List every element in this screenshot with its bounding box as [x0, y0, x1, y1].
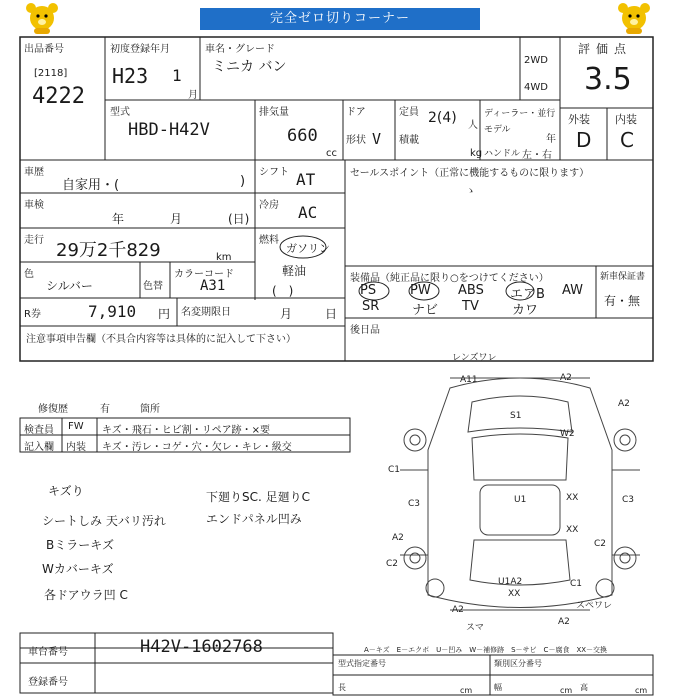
- checker-interior-items: キズ・汚レ・コゲ・穴・欠レ・キレ・級交: [102, 442, 292, 453]
- registration-month: 1: [172, 66, 182, 85]
- drive-4wd: 4WD: [524, 82, 548, 93]
- checker-label: 検査員: [24, 425, 54, 436]
- history-close: ): [240, 174, 246, 189]
- inspection-label: 車検: [24, 200, 44, 211]
- diagram-mark-spoiler: スペワレ: [576, 601, 613, 611]
- color-code-value: A31: [200, 278, 226, 294]
- drive-2wd: 2WD: [524, 55, 548, 66]
- diagram-mark-c1-right: C1: [570, 579, 583, 589]
- ac-value: AC: [298, 203, 318, 222]
- name-change-month: 月: [280, 307, 293, 321]
- diagram-mark-c3-left: C3: [408, 499, 421, 509]
- ac-label: 冷房: [259, 200, 279, 211]
- fuel-label: 燃料: [259, 235, 279, 246]
- remark-right-1: 下廻りSC. 足廻りC: [206, 490, 311, 504]
- diagram-mark-s1: S1: [510, 411, 522, 421]
- door-label: ドア: [346, 107, 366, 118]
- inspection-month-unit: 月: [170, 212, 183, 226]
- equip-abs: ABS: [458, 283, 484, 298]
- recycle-label: R券: [24, 309, 41, 320]
- checker-interior-label: 内装: [66, 442, 86, 453]
- corner-title-banner: 完全ゼロ切りコーナー: [200, 8, 480, 30]
- capacity-label: 定員: [399, 107, 419, 118]
- history-value: 自家用・(: [62, 178, 120, 193]
- fuel-diesel: 軽油: [282, 264, 307, 278]
- checker-fw: FW: [68, 421, 84, 432]
- recycle-unit: 円: [158, 307, 171, 321]
- repair-parts-label: 箇所: [140, 404, 160, 415]
- model-year-label: モデル: [484, 125, 511, 135]
- inspection-day-unit: (日): [228, 212, 250, 226]
- diagram-mark-c2-right: C2: [594, 539, 607, 549]
- shift-value: AT: [296, 170, 316, 189]
- model-value: HBD-H42V: [128, 120, 210, 140]
- diagram-mark-a2-rear: A2: [558, 617, 570, 627]
- score-value: 3.5: [584, 62, 632, 97]
- capacity-value: 2(4): [428, 110, 457, 126]
- name-change-label: 名変期限日: [181, 307, 231, 318]
- body-shape-value: V: [372, 130, 382, 148]
- color-value: シルバー: [46, 279, 93, 293]
- recycle-value: 7,910: [88, 302, 137, 321]
- interior-grade-label: 内装: [615, 113, 637, 126]
- handle-label: ハンドル: [484, 149, 521, 159]
- fuel-selected-circle: [278, 233, 328, 261]
- lot-number: 4222: [32, 84, 85, 109]
- diagram-mark-u1: U1: [514, 495, 527, 505]
- lot-code: [2118]: [34, 68, 68, 79]
- equip-aw: AW: [562, 283, 584, 298]
- diagram-mark-a11: A11: [460, 375, 478, 385]
- equipment-circles: [355, 280, 555, 302]
- displacement-unit: cc: [326, 148, 337, 159]
- diagram-mark-xx-2: XX: [566, 525, 579, 535]
- damage-legend: A－キズ E－エクボ U－凹み W－補修跡 S－サビ C－腐食 XX－交換: [364, 646, 608, 654]
- diagram-mark-a2-right: A2: [618, 399, 630, 409]
- registration-month-unit: 月: [188, 90, 198, 101]
- load-unit: kg: [470, 148, 483, 159]
- history-label: 車歴: [24, 167, 44, 178]
- equip-airbag: エアB: [510, 287, 545, 302]
- length-label: 長: [338, 683, 346, 692]
- width-unit: cm: [560, 686, 573, 695]
- sales-point-mark: ゝ: [465, 184, 476, 197]
- entry-label: 記入欄: [24, 442, 54, 453]
- equip-tv: TV: [462, 299, 479, 314]
- sales-point-label: セールスポイント（正常に機能するものに限ります）: [350, 168, 590, 179]
- equip-ps: PS: [360, 283, 377, 298]
- diagram-mark-xx-1: XX: [566, 493, 579, 503]
- shift-label: シフト: [259, 167, 289, 178]
- remark-left-2: シートしみ 天バリ汚れ: [42, 514, 166, 528]
- model-year-unit: 年: [546, 134, 556, 145]
- repair-history-value: 有: [100, 404, 110, 415]
- notes-label: 注意事項申告欄（不具合内容等は具体的に記入して下さい）: [26, 334, 296, 345]
- warranty-value: 有・無: [604, 294, 641, 308]
- diagram-mark-bumper: スマ: [466, 623, 484, 633]
- equip-leather: カワ: [512, 303, 539, 318]
- exterior-grade: D: [576, 128, 592, 152]
- remark-left-1: キズり: [48, 484, 84, 498]
- diagram-mark-w2: W2: [560, 429, 575, 439]
- remark-right-2: エンドパネル凹み: [206, 512, 302, 526]
- fuel-gasoline: ガソリン: [286, 242, 330, 255]
- reg-number-label: 登録番号: [28, 677, 68, 688]
- equipment-label: 装備品（純正品に限り○をつけてください）: [350, 273, 549, 284]
- length-unit: cm: [460, 686, 473, 695]
- mileage-label: 走行: [24, 235, 44, 246]
- equip-navi: ナビ: [412, 303, 439, 318]
- dealer-label: ディーラー・並行: [484, 109, 556, 119]
- color-change-label: 色替: [143, 281, 163, 292]
- inspection-year-unit: 年: [112, 212, 125, 226]
- vehicle-name-label: 車名・グレード: [205, 44, 275, 55]
- equip-pw: PW: [410, 283, 431, 298]
- height-unit: cm: [635, 686, 648, 695]
- remark-left-5: 各ドアウラ凹 C: [44, 588, 128, 602]
- checker-exterior-items: キズ・飛石・ヒビ割・リペア跡・×要: [102, 425, 270, 436]
- color-code-label: カラーコード: [174, 269, 234, 280]
- diagram-mark-a2-bottom: A2: [452, 605, 464, 615]
- handle-value: 左・右: [522, 150, 552, 161]
- capacity-unit: 人: [468, 120, 478, 131]
- chassis-number: H42V-1602768: [140, 637, 263, 657]
- car-body-diagram: [380, 340, 660, 635]
- remark-left-4: Wカバーキズ: [42, 562, 114, 576]
- displacement-label: 排気量: [259, 107, 289, 118]
- mileage-value: 29万2千829: [56, 240, 161, 261]
- equip-sr: SR: [362, 299, 380, 314]
- body-shape-label: 形状: [346, 135, 366, 146]
- score-label: 評価点: [578, 42, 633, 56]
- warranty-label: 新車保証書: [600, 272, 646, 282]
- diagram-mark-u1a2: U1A2: [498, 577, 523, 587]
- diagram-mark-a2-top: A2: [560, 373, 572, 383]
- displacement-value: 660: [287, 126, 318, 146]
- diagram-mark-lens: レンズワレ: [452, 353, 497, 363]
- diagram-mark-xx-3: XX: [508, 589, 521, 599]
- color-label: 色: [24, 269, 34, 280]
- registration-year: H23: [112, 64, 149, 88]
- repair-history-label: 修復歴: [38, 404, 68, 415]
- name-change-day: 日: [325, 307, 338, 321]
- load-label: 積載: [399, 135, 419, 146]
- chassis-label: 車台番号: [28, 647, 68, 658]
- type-designation-label: 型式指定番号: [338, 659, 386, 668]
- height-label: 高: [580, 683, 588, 692]
- diagram-mark-c2-left: C2: [386, 559, 399, 569]
- diagram-mark-a2-left: A2: [392, 533, 404, 543]
- after-fit-label: 後日品: [350, 325, 380, 336]
- fuel-other: ( ): [272, 284, 294, 298]
- mileage-unit: km: [216, 252, 232, 263]
- remark-left-3: Bミラーキズ: [46, 538, 114, 552]
- model-label: 型式: [110, 107, 130, 118]
- exterior-grade-label: 外装: [568, 113, 590, 126]
- vehicle-name: ミニカ バン: [212, 59, 287, 75]
- first-registration-label: 初度登録年月: [110, 44, 170, 55]
- width-label: 幅: [494, 683, 502, 692]
- interior-grade: C: [620, 128, 634, 152]
- diagram-mark-c1-left: C1: [388, 465, 401, 475]
- lot-number-label: 出品番号: [24, 44, 64, 55]
- class-number-label: 類別区分番号: [494, 659, 542, 668]
- diagram-mark-c3-right: C3: [622, 495, 635, 505]
